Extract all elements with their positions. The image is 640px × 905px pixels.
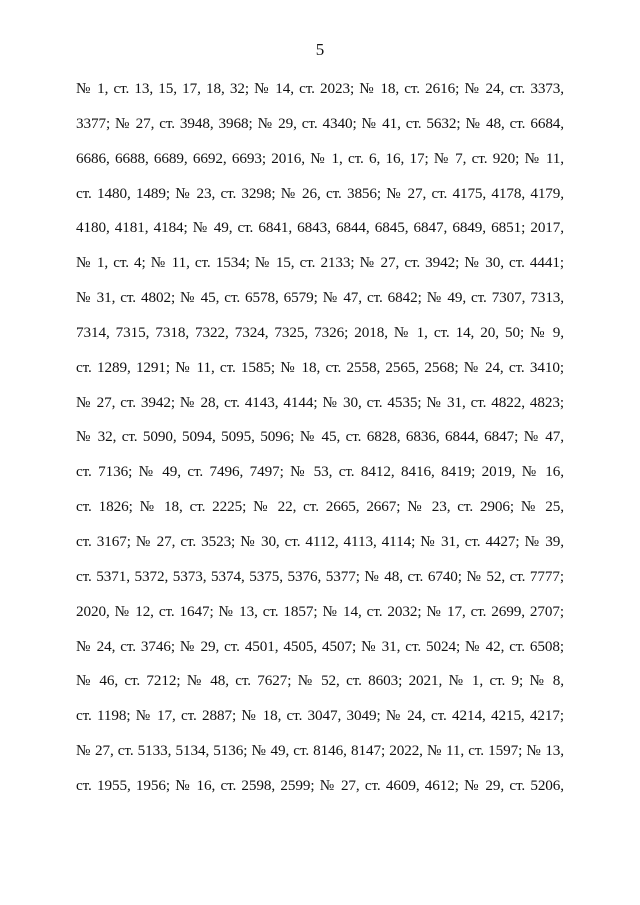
text-line: ст. 1480, 1489; № 23, ст. 3298; № 26, ст. 3856; № 27, ст. 4175, 4178, 4179, bbox=[76, 184, 564, 202]
text-line: ст. 5371, 5372, 5373, 5374, 5375, 5376, 5377; № 48, ст. 6740; № 52, ст. 7777; bbox=[76, 567, 564, 585]
text-line: ст. 1955, 1956; № 16, ст. 2598, 2599; № 27, ст. 4609, 4612; № 29, ст. 5206, bbox=[76, 776, 564, 794]
text-line: № 1, ст. 13, 15, 17, 18, 32; № 14, ст. 2023; № 18, ст. 2616; № 24, ст. 3373, bbox=[76, 80, 564, 97]
text-line: № 24, ст. 3746; № 29, ст. 4501, 4505, 4507; № 31, ст. 5024; № 42, ст. 6508; bbox=[76, 637, 564, 655]
page-number: 5 bbox=[315, 40, 325, 59]
text-line: № 27, ст. 3942; № 28, ст. 4143, 4144; № 30, ст. 4535; № 31, ст. 4822, 4823; bbox=[76, 393, 564, 411]
text-line: ст. 7136; № 49, ст. 7496, 7497; № 53, ст. 8412, 8416, 8419; 2019, № 16, bbox=[76, 463, 564, 481]
text-line: № 32, ст. 5090, 5094, 5095, 5096; № 45, ст. 6828, 6836, 6844, 6847; № 47, bbox=[76, 428, 564, 446]
text-line: 6686, 6688, 6689, 6692, 6693; 2016, № 1, ст. 6, 16, 17; № 7, ст. 920; № 11, bbox=[76, 149, 564, 167]
text-line: ст. 3167; № 27, ст. 3523; № 30, ст. 4112, 4113, 4114; № 31, ст. 4427; № 39, bbox=[76, 532, 564, 550]
text-line: ст. 1289, 1291; № 11, ст. 1585; № 18, ст. 2558, 2565, 2568; № 24, ст. 3410; bbox=[76, 358, 564, 376]
text-line: № 27, ст. 5133, 5134, 5136; № 49, ст. 8146, 8147; 2022, № 11, ст. 1597; № 13, bbox=[76, 742, 564, 760]
text-line: ст. 1198; № 17, ст. 2887; № 18, ст. 3047, 3049; № 24, ст. 4214, 4215, 4217; bbox=[76, 707, 564, 725]
text-line: 2020, № 12, ст. 1647; № 13, ст. 1857; № 14, ст. 2032; № 17, ст. 2699, 2707; bbox=[76, 602, 564, 620]
text-line: № 31, ст. 4802; № 45, ст. 6578, 6579; № 47, ст. 6842; № 49, ст. 7307, 7313, bbox=[76, 289, 564, 307]
text-line: 3377; № 27, ст. 3948, 3968; № 29, ст. 4340; № 41, ст. 5632; № 48, ст. 6684, bbox=[76, 114, 564, 132]
text-line: № 1, ст. 4; № 11, ст. 1534; № 15, ст. 2133; № 27, ст. 3942; № 30, ст. 4441; bbox=[76, 254, 564, 272]
text-line: 4180, 4181, 4184; № 49, ст. 6841, 6843, 6844, 6845, 6847, 6849, 6851; 2017, bbox=[76, 219, 564, 237]
body-text bbox=[76, 76, 564, 808]
text-line: № 46, ст. 7212; № 48, ст. 7627; № 52, ст. 8603; 2021, № 1, ст. 9; № 8, bbox=[76, 672, 564, 690]
text-line: ст. 1826; № 18, ст. 2225; № 22, ст. 2665, 2667; № 23, ст. 2906; № 25, bbox=[76, 498, 564, 516]
text-line: 7314, 7315, 7318, 7322, 7324, 7325, 7326; 2018, № 1, ст. 14, 20, 50; № 9, bbox=[76, 323, 564, 341]
